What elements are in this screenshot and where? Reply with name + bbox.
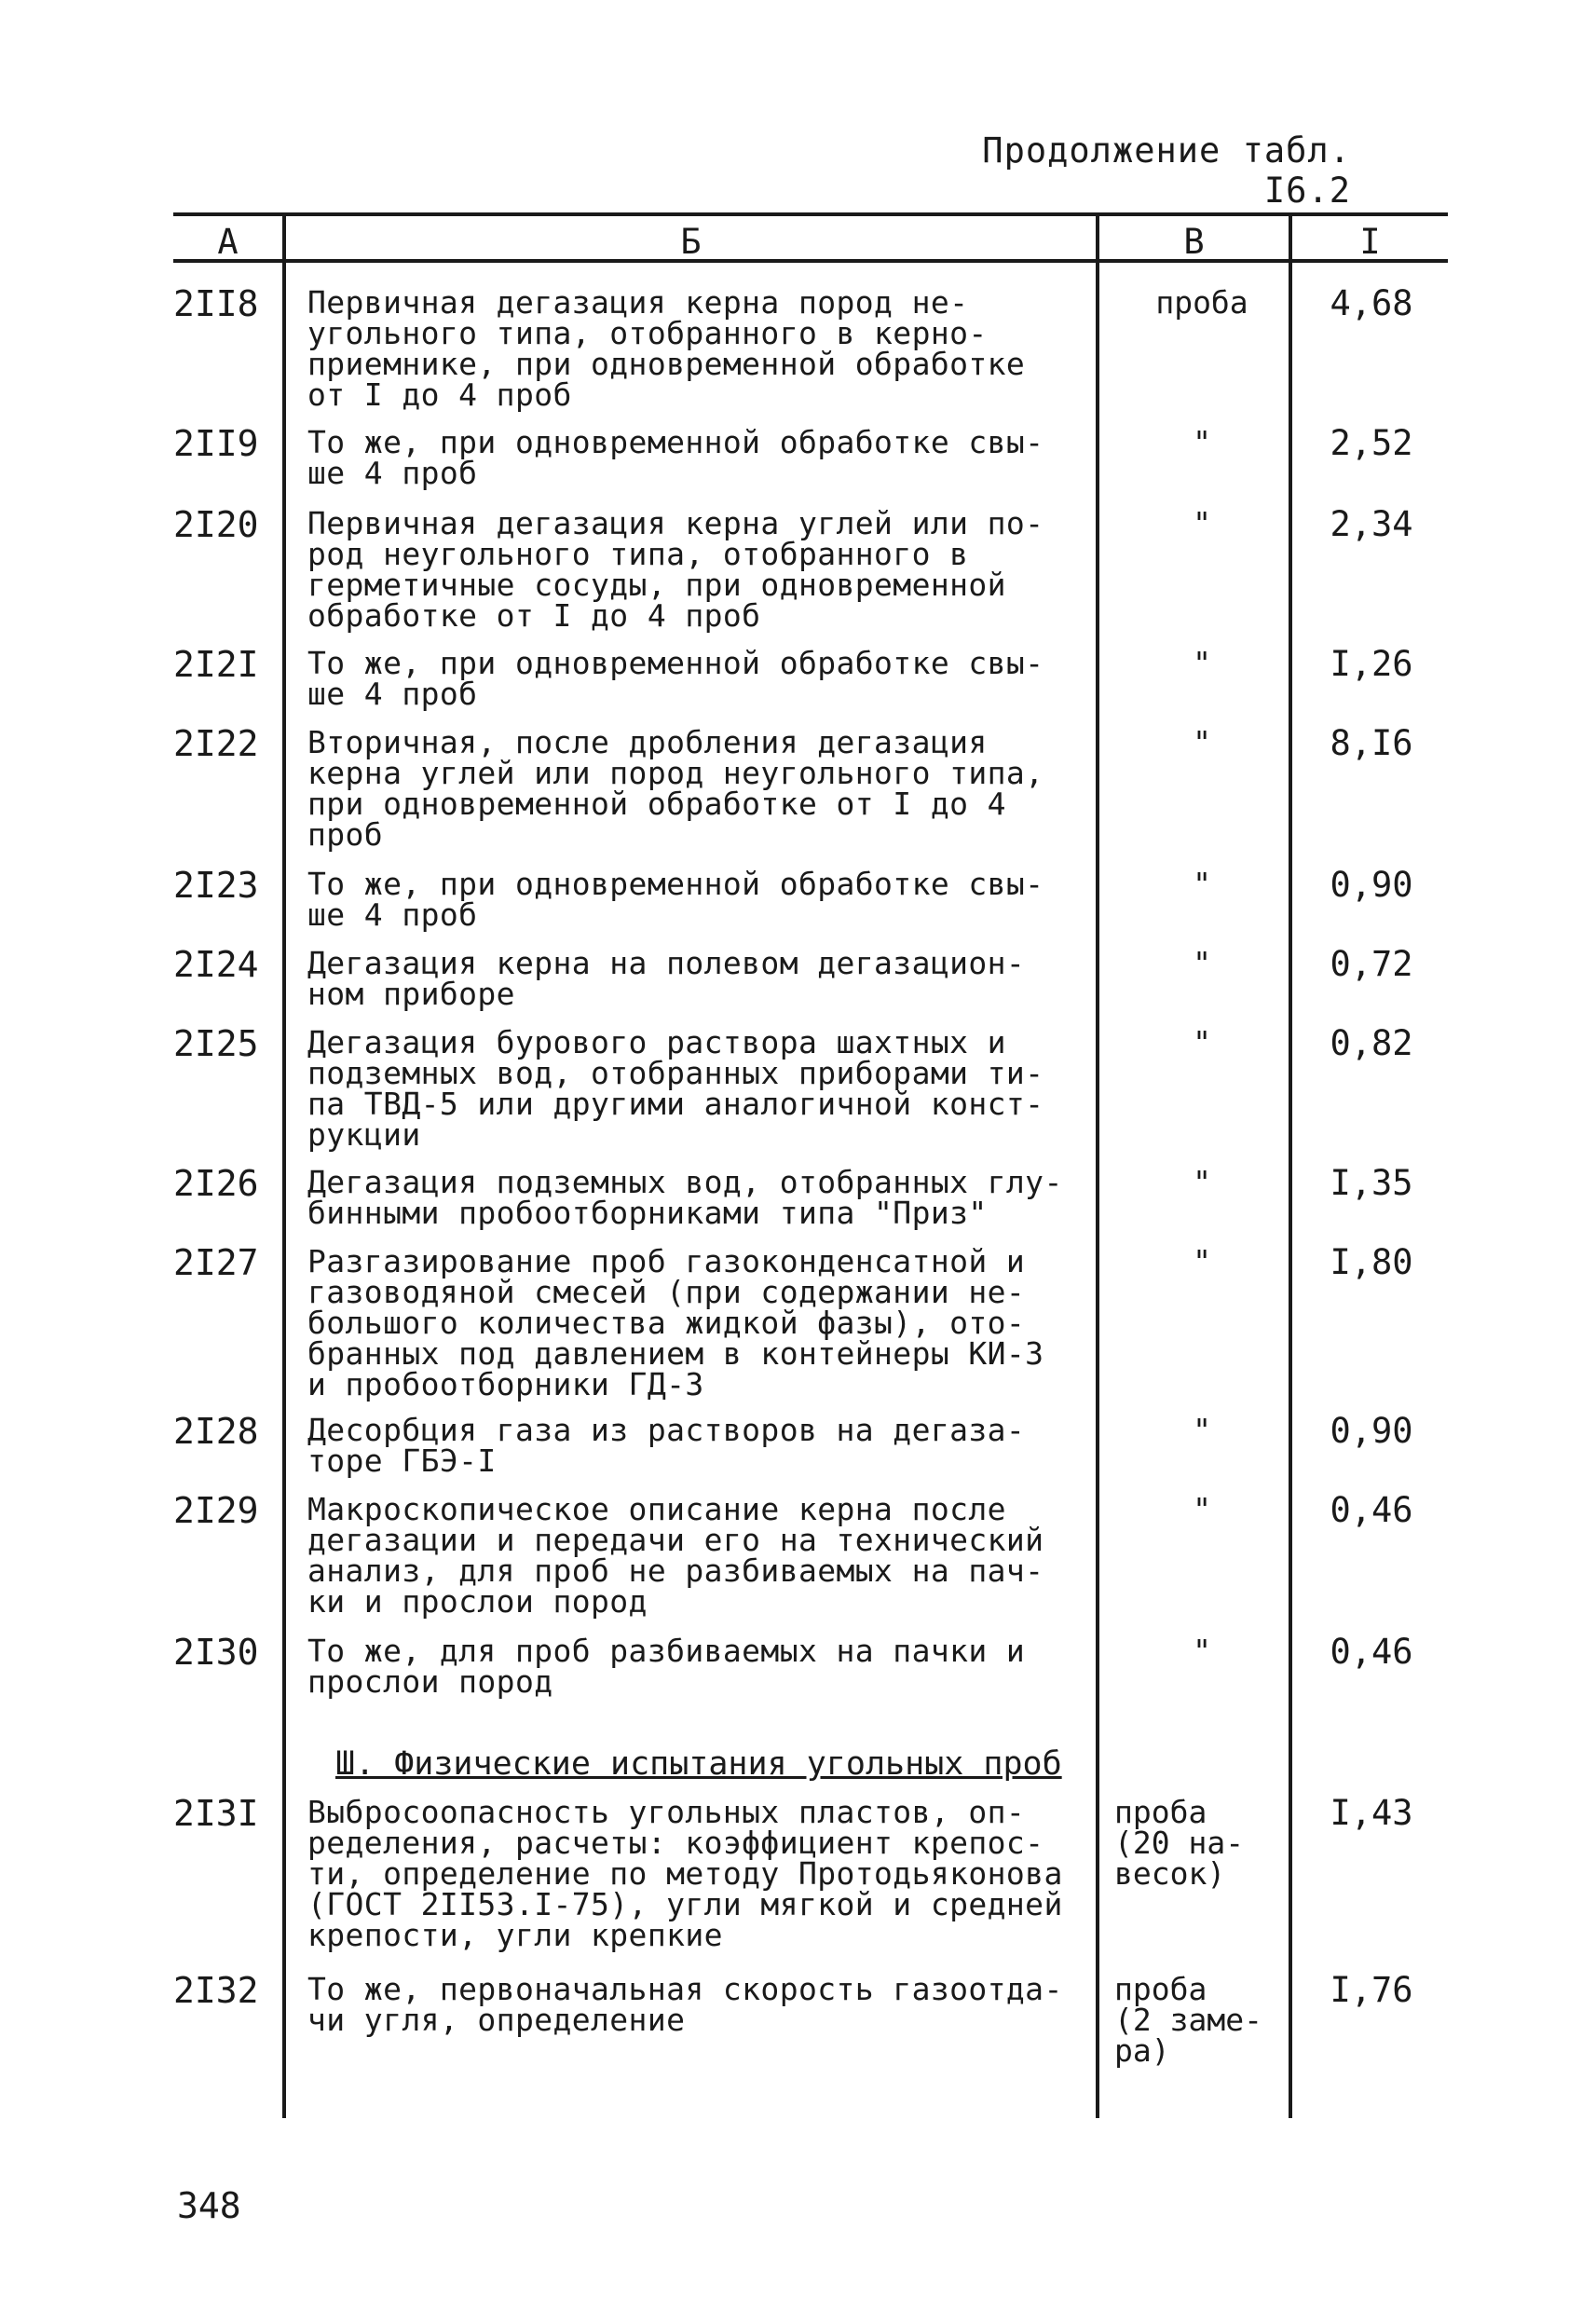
row-value: 0,72 [1330, 944, 1413, 984]
row-description: Первичная дегазация керна пород не- угольного типа, отобранного в керно- приемнике, при одновременной обработке от I до 4 проб [307, 284, 1026, 413]
row-unit: " [1193, 724, 1211, 760]
row-unit: проба (2 заме- ра) [1114, 1971, 1262, 2069]
row-value: 0,46 [1330, 1490, 1413, 1530]
column-header-i: I [1359, 222, 1381, 262]
row-description: Макроскопическое описание керна после дегазации и передачи его на технический анализ, для проб не разбиваемых на пач- ки и прослои пород [307, 1491, 1044, 1620]
row-value: I,43 [1330, 1793, 1413, 1833]
row-code: 2I30 [173, 1632, 259, 1673]
column-divider-a-b [282, 212, 286, 2118]
row-unit: " [1193, 1633, 1211, 1669]
row-value: 8,I6 [1330, 723, 1413, 763]
row-description: Выбросоопасность угольных пластов, оп- ределения, расчеты: коэффициент крепос- ти, определение по методу Протодьяконова (ГОСТ 2II53.I-75), угли мягкой и средней крепости, угли крепкие [307, 1794, 1063, 1953]
row-value: I,26 [1330, 644, 1413, 684]
section-heading: Ш. Физические испытания угольных проб [335, 1745, 1062, 1783]
row-code: 2I32 [173, 1970, 259, 2011]
row-code: 2I23 [173, 865, 259, 906]
row-value: 0,82 [1330, 1023, 1413, 1063]
row-unit: " [1193, 1491, 1211, 1527]
row-unit: " [1193, 1164, 1211, 1200]
row-code: 2I2I [173, 644, 259, 685]
row-description: Вторичная, после дробления дегазация керна углей или пород неугольного типа, при одновременной обработке от I до 4 проб [307, 724, 1044, 853]
row-value: I,35 [1330, 1163, 1413, 1203]
row-unit: " [1193, 505, 1211, 541]
row-unit: " [1193, 1412, 1211, 1448]
row-value: 4,68 [1330, 283, 1413, 323]
row-value: 0,90 [1330, 1411, 1413, 1451]
row-unit: " [1193, 1243, 1211, 1279]
row-code: 2I22 [173, 723, 259, 764]
row-description: Десорбция газа из растворов на дегаза- торе ГБЭ-I [307, 1412, 1026, 1479]
row-value: 2,52 [1330, 423, 1413, 463]
row-unit: " [1193, 645, 1211, 681]
row-code: 2I27 [173, 1242, 259, 1283]
row-unit: проба [1155, 284, 1248, 321]
column-header-b: Б [680, 222, 702, 262]
row-description: Дегазация бурового раствора шахтных и подземных вод, отобранных приборами ти- па ТВД-5 или другими аналогичной конст- рукции [307, 1024, 1044, 1153]
row-description: То же, при одновременной обработке свы- ше 4 проб [307, 645, 1044, 712]
row-unit: " [1193, 1024, 1211, 1060]
column-header-a: А [217, 222, 239, 262]
row-description: То же, при одновременной обработке свы- ше 4 проб [307, 424, 1044, 491]
row-code: 2I3I [173, 1793, 259, 1834]
row-description: То же, первоначальная скорость газоотда- чи угля, определение [307, 1971, 1063, 2038]
row-unit: " [1193, 424, 1211, 460]
row-description: Разгазирование проб газоконденсатной и газоводяной смесей (при содержании не- большого количества жидкой фазы), ото- бранных под давлением в контейнеры КИ-3 и пробоотборники ГД-3 [307, 1243, 1044, 1402]
row-value: 2,34 [1330, 504, 1413, 544]
table-top-rule [173, 212, 1448, 216]
row-code: 2II9 [173, 423, 259, 464]
row-code: 2I26 [173, 1163, 259, 1204]
row-value: 0,46 [1330, 1632, 1413, 1672]
row-code: 2I24 [173, 944, 259, 985]
row-description: Дегазация керна на полевом дегазацион- ном приборе [307, 945, 1026, 1012]
row-code: 2I25 [173, 1023, 259, 1064]
row-description: Первичная дегазация керна углей или по- род неугольного типа, отобранного в герметичные сосуды, при одновременной обработке от I до 4 проб [307, 505, 1044, 634]
row-value: I,76 [1330, 1970, 1413, 2010]
row-description: То же, при одновременной обработке свы- ше 4 проб [307, 866, 1044, 933]
page-number: 348 [177, 2185, 241, 2226]
column-header-v: В [1183, 222, 1205, 262]
row-value: I,80 [1330, 1242, 1413, 1282]
row-unit: проба (20 на- весок) [1114, 1794, 1245, 1892]
row-code: 2II8 [173, 283, 259, 324]
table-caption: Продолжение табл. I6.2 [982, 130, 1351, 211]
row-unit: " [1193, 945, 1211, 981]
row-code: 2I29 [173, 1490, 259, 1531]
row-description: То же, для проб разбиваемых на пачки и прослои пород [307, 1633, 1026, 1700]
row-code: 2I20 [173, 504, 259, 545]
row-value: 0,90 [1330, 865, 1413, 905]
row-description: Дегазация подземных вод, отобранных глу- бинными пробоотборниками типа "Приз" [307, 1164, 1063, 1231]
row-code: 2I28 [173, 1411, 259, 1452]
row-unit: " [1193, 866, 1211, 902]
